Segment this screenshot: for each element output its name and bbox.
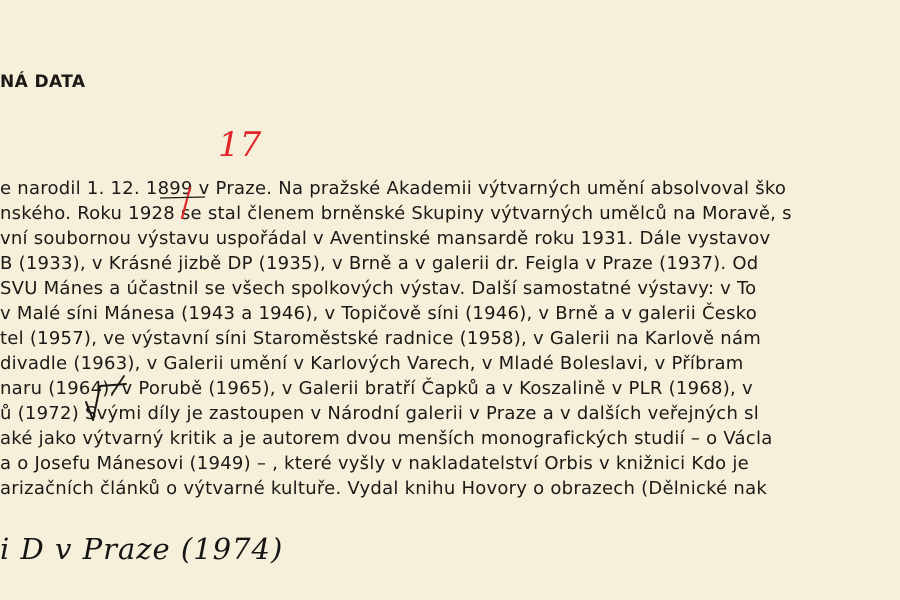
section-heading: NÁ DATA	[0, 72, 86, 92]
body-line: B (1933), v Krásné jizbě DP (1935), v Brně a v galerii dr. Feigla v Praze (1937). Od	[0, 253, 759, 274]
body-line: aké jako výtvarný kritik a je autorem dvou menších monografických studií – o Václa	[0, 428, 773, 449]
body-line: divadle (1963), v Galerii umění v Karlových Varech, v Mladé Boleslavi, v Příbram	[0, 353, 744, 374]
body-line: vní soubornou výstavu uspořádal v Aventinské mansardě roku 1931. Dále vystavov	[0, 228, 771, 249]
body-line: e narodil 1. 12. 1899 v Praze. Na pražské Akademii výtvarných umění absolvoval ško	[0, 178, 787, 199]
body-line: ů (1972) Svými díly je zastoupen v Národní galerii v Praze a v dalších veřejných sl	[0, 403, 759, 424]
body-line: arizačních článků o výtvarné kultuře. Vydal knihu Hovory o obrazech (Dělnické nak	[0, 478, 768, 499]
body-line: v Malé síni Mánesa (1943 a 1946), v Topičově síni (1946), v Brně a v galerii Česko	[0, 303, 758, 324]
body-line: a o Josefu Mánesovi (1949) – , které vyšly v nakladatelství Orbis v knižnici Kdo je	[0, 453, 749, 474]
body-line: naru (1964), v Porubě (1965), v Galerii bratří Čapků a v Koszalině v PLR (1968), v	[0, 378, 753, 399]
body-line: nského. Roku 1928 se stal členem brněnské Skupiny výtvarných umělců na Moravě, s	[0, 203, 792, 224]
body-line: tel (1957), ve výstavní síni Staroměstské radnice (1958), v Galerii na Karlově nám	[0, 328, 762, 349]
handwritten-note: i D v Praze (1974)	[0, 532, 284, 566]
red-handwritten-annotation: 17	[218, 125, 262, 165]
body-line: SVU Mánes a účastnil se všech spolkových výstav. Další samostatné výstavy: v To	[0, 278, 757, 299]
